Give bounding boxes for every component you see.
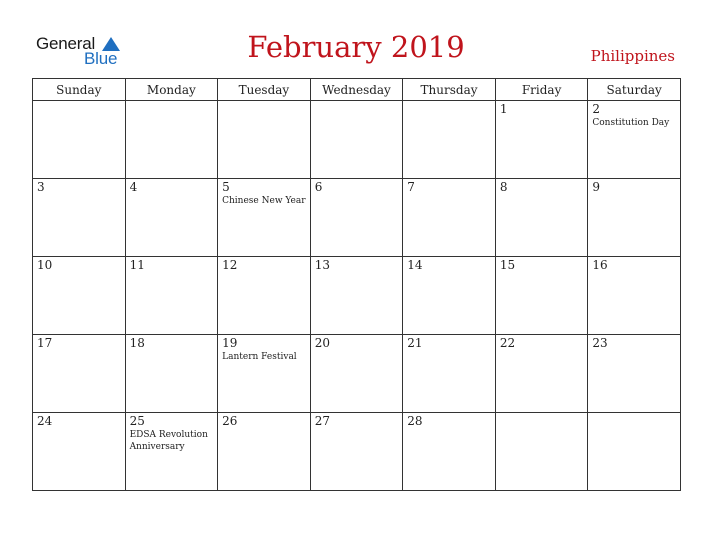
calendar-day-cell <box>403 101 496 179</box>
calendar-week-row <box>33 413 681 491</box>
calendar-day-cell <box>218 413 311 491</box>
weekday-header: Wednesday <box>310 79 403 101</box>
calendar-day-cell <box>403 257 496 335</box>
calendar-title: February 2019 <box>247 30 465 64</box>
country-label: Philippines <box>590 47 675 65</box>
day-number: 8 <box>499 180 508 194</box>
calendar-week-row <box>33 257 681 335</box>
day-number: 6 <box>314 180 323 194</box>
holiday-label: Lantern Festival <box>222 352 297 362</box>
weekday-header: Monday <box>125 79 218 101</box>
calendar-week-row <box>33 101 681 179</box>
day-number: 21 <box>407 336 423 350</box>
calendar-day-cell <box>33 335 126 413</box>
day-number: 28 <box>407 414 423 428</box>
calendar-day-cell <box>588 335 681 413</box>
calendar-day-cell <box>125 413 218 491</box>
calendar-day-cell <box>495 101 588 179</box>
day-number: 3 <box>37 180 45 194</box>
weekday-header-row <box>33 79 681 101</box>
day-number: 18 <box>129 336 145 350</box>
day-number: 20 <box>314 336 330 350</box>
calendar-day-cell <box>495 179 588 257</box>
calendar-day-cell <box>33 179 126 257</box>
weekday-header: Sunday <box>33 79 126 101</box>
calendar-day-cell <box>33 101 126 179</box>
calendar-day-cell <box>125 335 218 413</box>
calendar-day-cell <box>310 335 403 413</box>
calendar-day-cell <box>218 335 311 413</box>
day-number: 17 <box>37 336 53 350</box>
calendar-day-cell <box>310 413 403 491</box>
calendar-day-cell <box>588 179 681 257</box>
day-number: 19 <box>222 336 238 350</box>
day-number: 15 <box>499 258 516 272</box>
logo-text-general: General <box>36 34 96 53</box>
day-number: 2 <box>592 102 601 116</box>
day-number: 26 <box>222 414 238 428</box>
day-number: 14 <box>407 258 423 272</box>
calendar-day-cell <box>495 413 588 491</box>
calendar-day-cell <box>495 257 588 335</box>
weekday-header: Saturday <box>588 79 681 101</box>
day-number: 13 <box>314 258 330 272</box>
day-number: 27 <box>314 414 330 428</box>
calendar-week-row <box>33 179 681 257</box>
day-number: 1 <box>499 102 508 116</box>
day-number: 5 <box>222 180 230 194</box>
calendar-day-cell <box>33 413 126 491</box>
calendar-day-cell <box>125 179 218 257</box>
calendar-day-cell <box>403 179 496 257</box>
day-number: 23 <box>592 336 608 350</box>
calendar-day-cell <box>495 335 588 413</box>
weekday-header: Thursday <box>403 79 496 101</box>
calendar-day-cell <box>125 101 218 179</box>
day-number: 9 <box>592 180 601 194</box>
calendar-day-cell <box>310 101 403 179</box>
day-number: 7 <box>407 180 415 194</box>
calendar-day-cell <box>125 257 218 335</box>
calendar-day-cell <box>403 413 496 491</box>
calendar-day-cell <box>218 257 311 335</box>
calendar-day-cell <box>310 257 403 335</box>
holiday-label: EDSA Revolution Anniversary <box>129 430 208 452</box>
calendar-week-row <box>33 335 681 413</box>
weekday-header: Friday <box>495 79 588 101</box>
holiday-label: Chinese New Year <box>222 196 306 206</box>
logo-text-blue: Blue <box>84 49 118 68</box>
calendar-day-cell <box>403 335 496 413</box>
day-number: 16 <box>592 258 608 272</box>
day-number: 22 <box>499 336 516 350</box>
calendar-day-cell <box>218 179 311 257</box>
day-number: 24 <box>37 414 53 428</box>
calendar-day-cell <box>218 101 311 179</box>
holiday-label: Constitution Day <box>592 118 670 128</box>
day-number: 10 <box>37 258 53 272</box>
day-number: 25 <box>129 414 145 428</box>
calendar-day-cell <box>588 413 681 491</box>
day-number: 12 <box>222 258 238 272</box>
calendar-day-cell <box>310 179 403 257</box>
day-number: 4 <box>129 180 138 194</box>
month-calendar-grid <box>32 78 681 491</box>
calendar-day-cell <box>588 101 681 179</box>
calendar-day-cell <box>33 257 126 335</box>
calendar-day-cell <box>588 257 681 335</box>
day-number: 11 <box>129 258 145 272</box>
weekday-header: Tuesday <box>218 79 311 101</box>
